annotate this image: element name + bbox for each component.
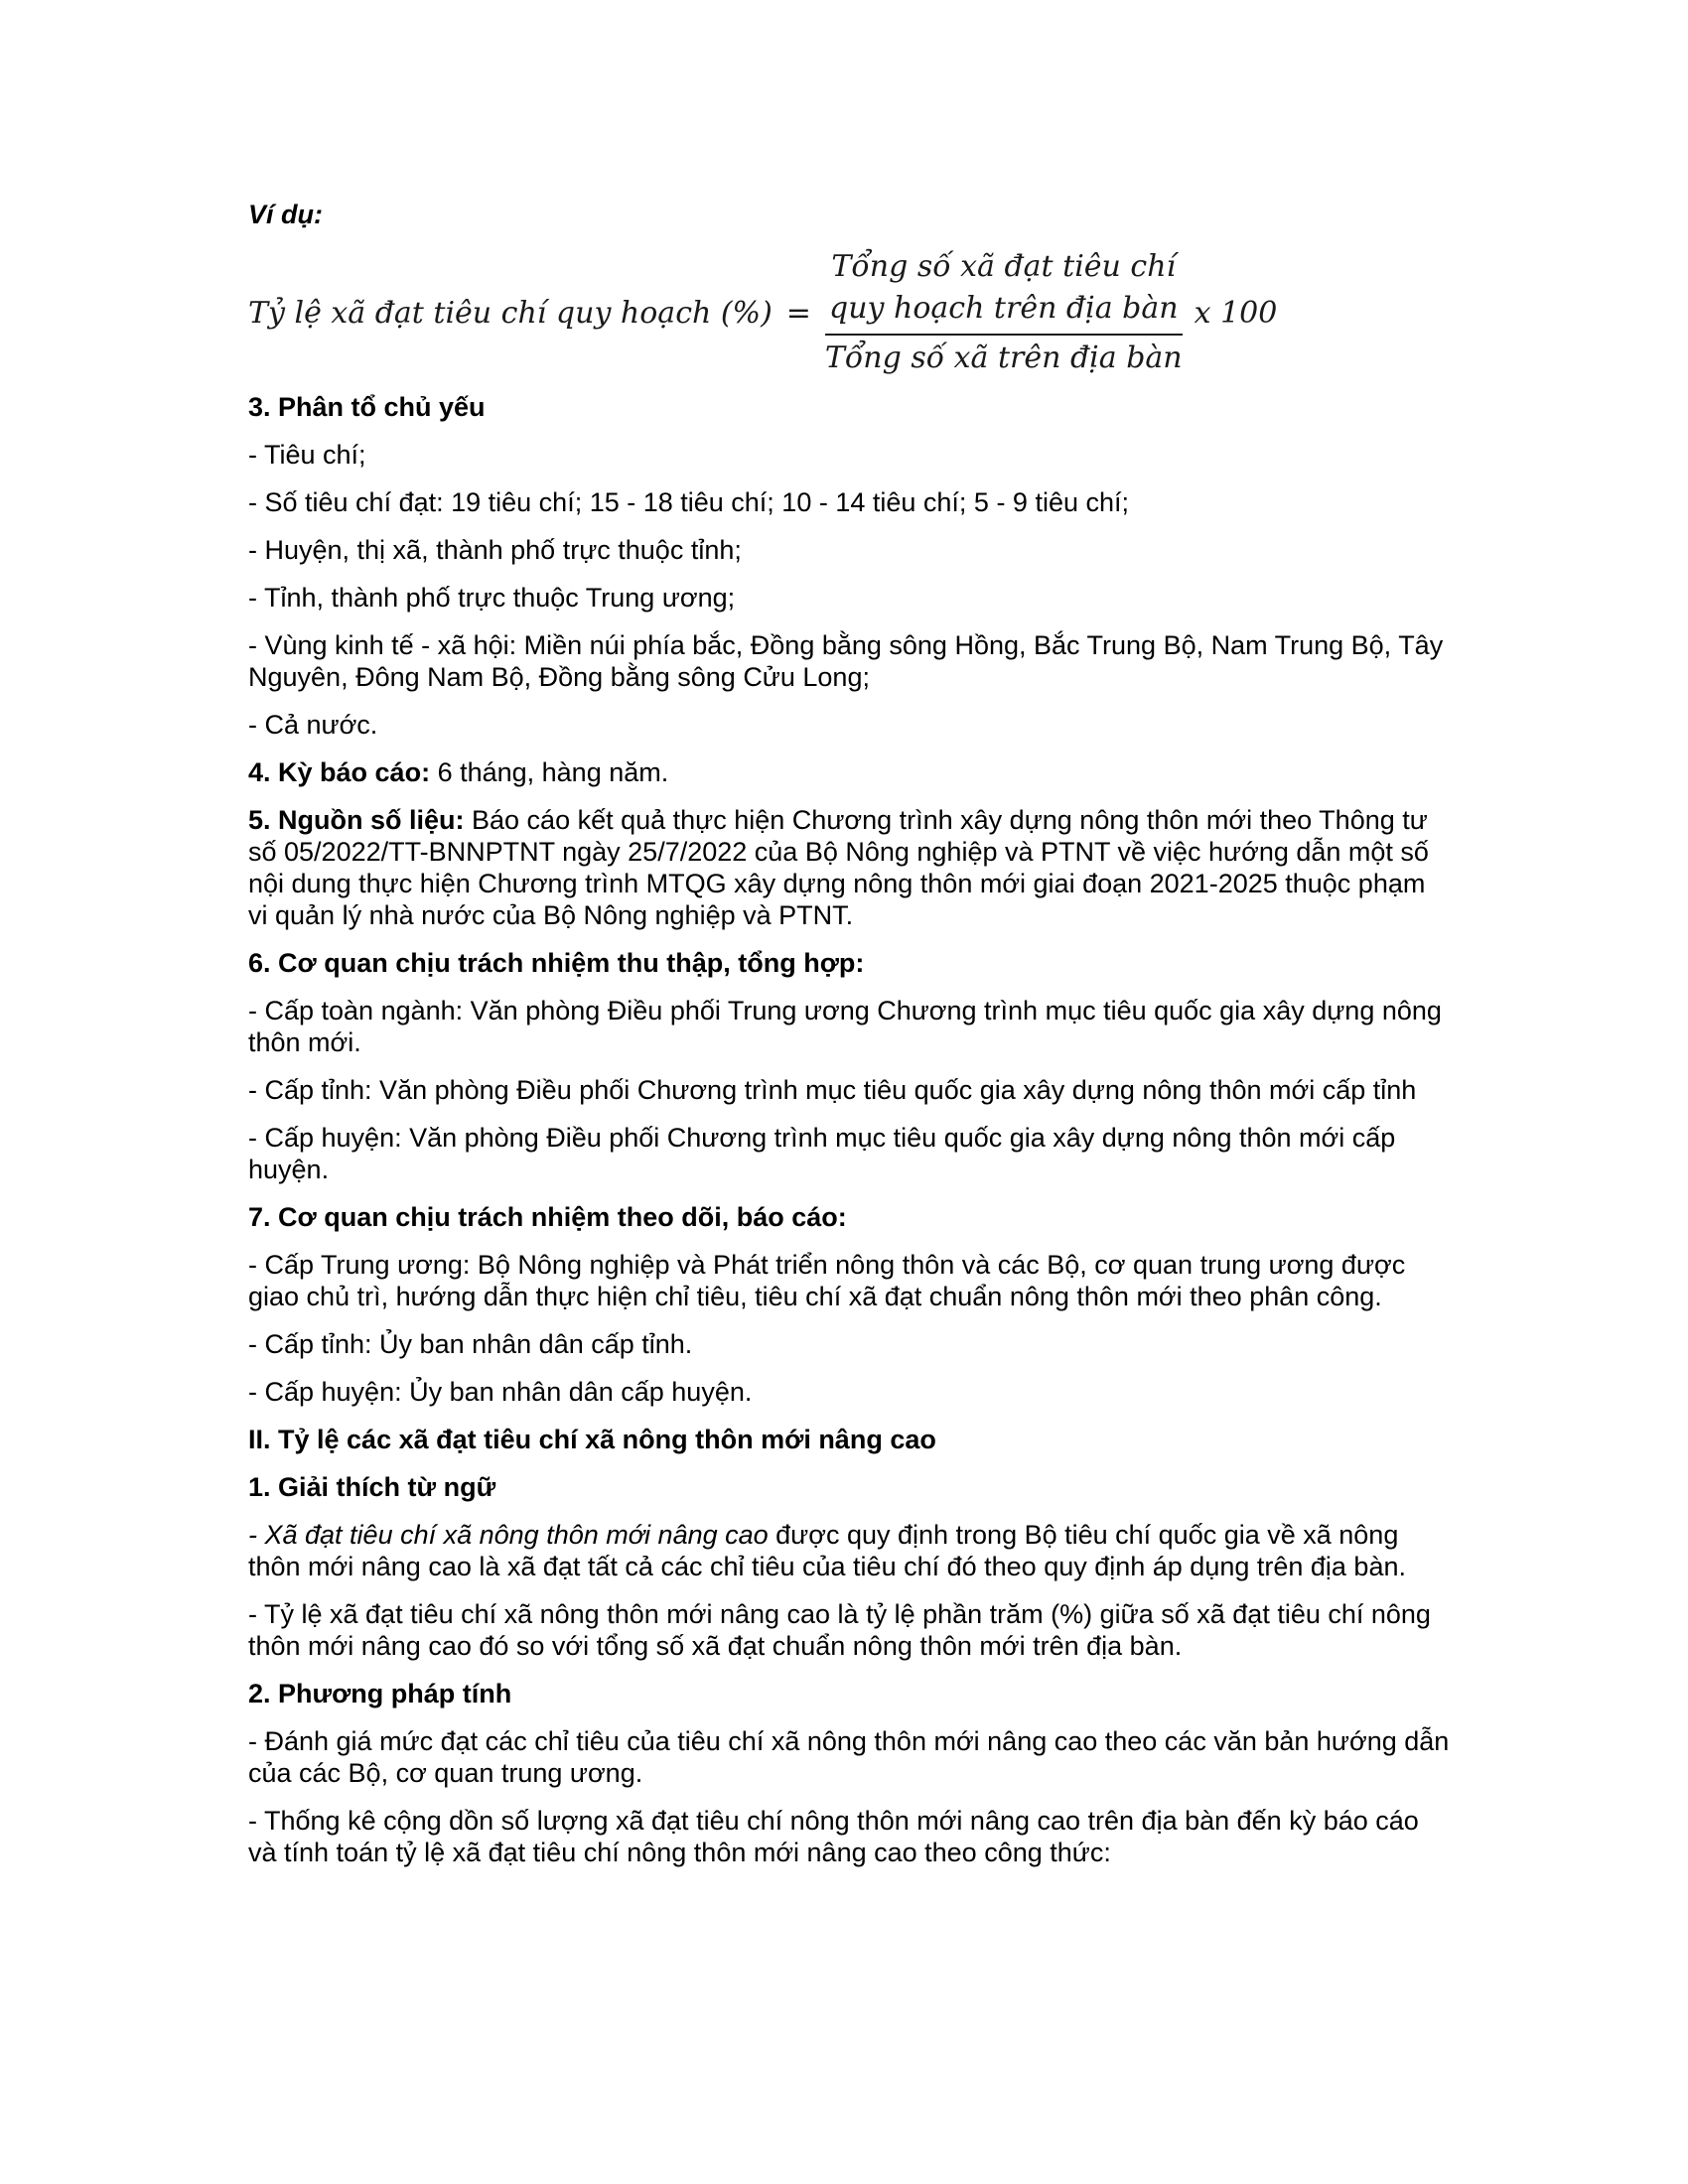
- section6-item: - Cấp huyện: Văn phòng Điều phối Chương trình mục tiêu quốc gia xây dựng nông thôn mới cấp huyện.: [248, 1123, 1396, 1184]
- part2-sub2-heading: 2. Phương pháp tính: [248, 1679, 512, 1708]
- part2-heading: II. Tỷ lệ các xã đạt tiêu chí xã nông thôn mới nâng cao: [248, 1425, 936, 1454]
- formula-numerator-line2: quy hoạch trên địa bàn: [828, 291, 1179, 326]
- term-definition: được quy định trong Bộ tiêu chí quốc gia về xã nông thôn mới nâng cao là xã đạt tất cả các chỉ tiêu của tiêu chí đó theo quy định áp dụng trên địa bàn.: [248, 1520, 1406, 1581]
- part2-sub1-heading: 1. Giải thích từ ngữ: [248, 1472, 496, 1502]
- example-label: Ví dụ:: [248, 200, 323, 229]
- section5: [248, 804, 1450, 931]
- section4-label: 4. Kỳ báo cáo:: [248, 757, 431, 787]
- formula-denominator: Tổng số xã trên địa bàn: [824, 341, 1183, 375]
- section3-heading: 3. Phân tổ chủ yếu: [248, 392, 486, 422]
- section7-item: - Cấp tỉnh: Ủy ban nhân dân cấp tỉnh.: [248, 1329, 693, 1359]
- section5-label: 5. Nguồn số liệu:: [248, 805, 465, 835]
- section4: [248, 756, 1450, 788]
- document-page: [248, 199, 1450, 1884]
- section6-heading: 6. Cơ quan chịu trách nhiệm thu thập, tổng hợp:: [248, 948, 865, 978]
- formula-lhs: Tỷ lệ xã đạt tiêu chí quy hoạch (%): [248, 295, 773, 331]
- formula-fraction: [825, 246, 1183, 379]
- section4-text: 6 tháng, hàng năm.: [430, 757, 669, 787]
- section7-heading: 7. Cơ quan chịu trách nhiệm theo dõi, báo cáo:: [248, 1202, 847, 1232]
- formula-numerator-line1: Tổng số xã đạt tiêu chí: [831, 249, 1177, 284]
- section6-item: - Cấp toàn ngành: Văn phòng Điều phối Trung ương Chương trình mục tiêu quốc gia xây dựng nông thôn mới.: [248, 996, 1442, 1057]
- section6-item: - Cấp tỉnh: Văn phòng Điều phối Chương trình mục tiêu quốc gia xây dựng nông thôn mới cấp tỉnh: [248, 1075, 1417, 1105]
- formula: [248, 248, 1450, 377]
- formula-equals: =: [785, 295, 811, 331]
- part2-sub2-item: - Đánh giá mức đạt các chỉ tiêu của tiêu chí xã nông thôn mới nâng cao theo các văn bản hướng dẫn của các Bộ, cơ quan trung ương.: [248, 1726, 1450, 1788]
- formula-numerator: [827, 246, 1181, 334]
- section3-item: - Huyện, thị xã, thành phố trực thuộc tỉnh;: [248, 535, 742, 565]
- formula-multiplier: x 100: [1194, 295, 1278, 331]
- part2-sub1-p2: - Tỷ lệ xã đạt tiêu chí xã nông thôn mới nâng cao là tỷ lệ phần trăm (%) giữa số xã đạt tiêu chí nông thôn mới nâng cao đó so với tổng số xã đạt chuẩn nông thôn mới trên địa bàn.: [248, 1599, 1431, 1661]
- section3-item: - Cả nước.: [248, 710, 378, 740]
- section7-item: - Cấp Trung ương: Bộ Nông nghiệp và Phát triển nông thôn và các Bộ, cơ quan trung ương được giao chủ trì, hướng dẫn thực hiện chỉ tiêu, tiêu chí xã đạt chuẩn nông thôn mới theo phân công.: [248, 1250, 1406, 1311]
- section3-item: - Vùng kinh tế - xã hội: Miền núi phía bắc, Đồng bằng sông Hồng, Bắc Trung Bộ, Nam Trung Bộ, Tây Nguyên, Đông Nam Bộ, Đồng bằng sông Cửu Long;: [248, 630, 1444, 692]
- part2-sub1-p1: [248, 1519, 1450, 1582]
- section3-item: - Tiêu chí;: [248, 440, 366, 470]
- section3-item: - Số tiêu chí đạt: 19 tiêu chí; 15 - 18 tiêu chí; 10 - 14 tiêu chí; 5 - 9 tiêu chí;: [248, 487, 1130, 517]
- part2-sub2-item: - Thống kê cộng dồn số lượng xã đạt tiêu chí nông thôn mới nâng cao trên địa bàn đến kỳ báo cáo và tính toán tỷ lệ xã đạt tiêu chí nông thôn mới nâng cao theo công thức:: [248, 1806, 1419, 1867]
- term-italic: - Xã đạt tiêu chí xã nông thôn mới nâng cao: [248, 1520, 769, 1550]
- section7-item: - Cấp huyện: Ủy ban nhân dân cấp huyện.: [248, 1377, 753, 1407]
- section5-text: Báo cáo kết quả thực hiện Chương trình xây dựng nông thôn mới theo Thông tư số 05/2022/TT-BNNPTNT ngày 25/7/2022 của Bộ Nông nghiệp và PTNT về việc hướng dẫn một số nội dung thực hiện Chương trình MTQG xây dựng nông thôn mới giai đoạn 2021-2025 thuộc phạm vi quản lý nhà nước của Bộ Nông nghiệp và PTNT.: [248, 805, 1429, 930]
- section3-item: - Tỉnh, thành phố trực thuộc Trung ương;: [248, 583, 736, 613]
